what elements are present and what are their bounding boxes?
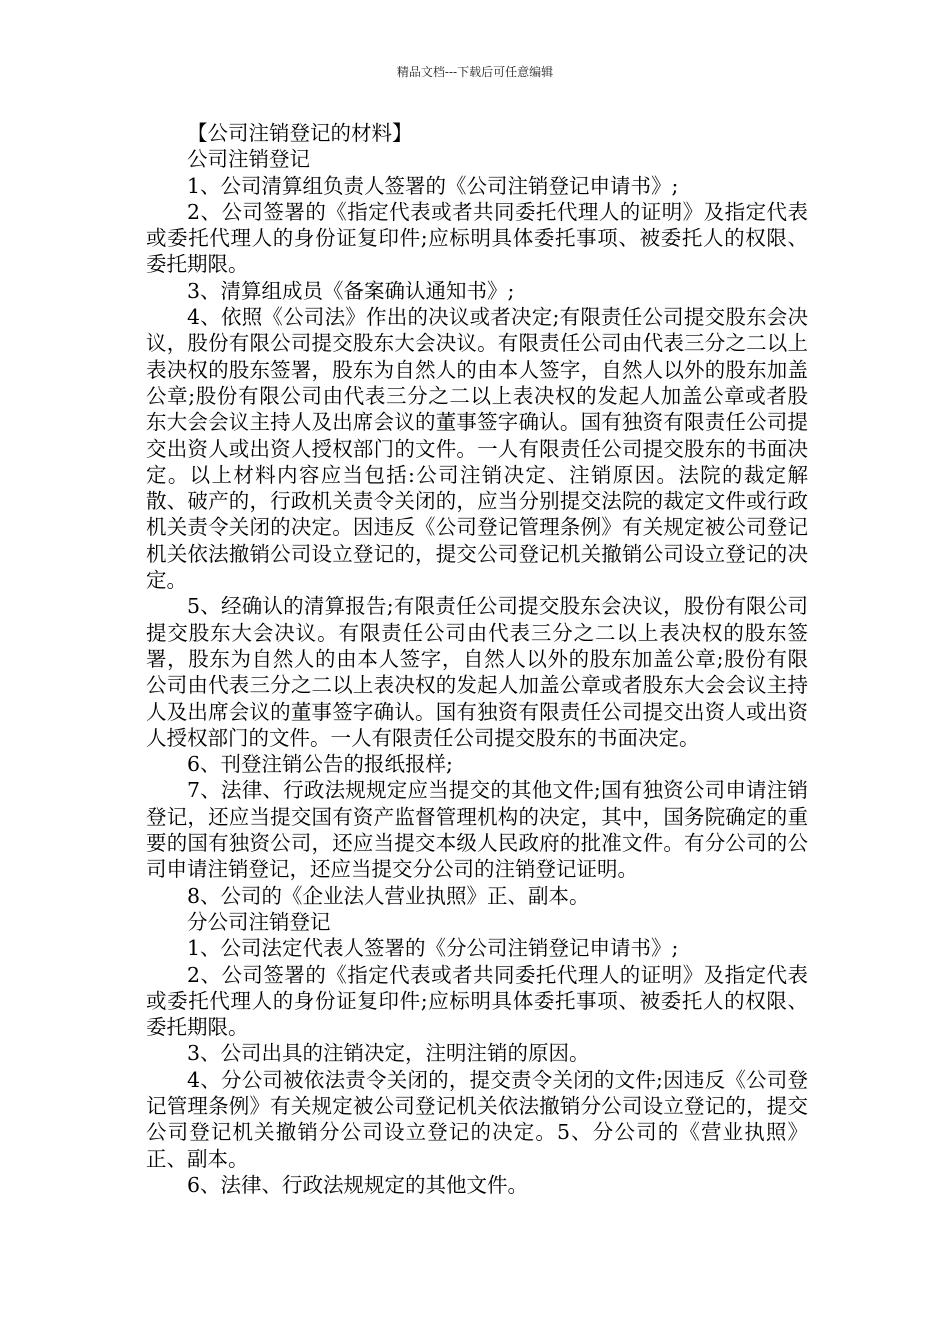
branch-section-title: 分公司注销登记: [187, 909, 331, 934]
company-item-2: 2、公司签署的《指定代表或者共同委托代理人的证明》及指定代表或委托代理人的身份证复印件;应标明具体委托事项、被委托人的权限、委托期限。: [146, 199, 808, 277]
branch-item-4: 4、分公司被依法责令关闭的，提交责令关闭的文件;因违反《公司登记管理条例》有关规定被公司登记机关依法撤销分公司设立登记的，提交公司登记机关撤销分公司设立登记的决定。5、分公司的《营业执照》正、副本。: [146, 1067, 808, 1171]
company-item-4: 4、依照《公司法》作出的决议或者决定;有限责任公司提交股东会决议，股份有限公司提交股东大会决议。有限责任公司由代表三分之二以上表决权的股东签署，股东为自然人的由本人签字，自然人以外的股东加盖公章;股份有限公司由代表三分之二以上表决权的发起人加盖公章或者股东大会会议主持人及出席会议的董事签字确认。国有独资有限责任公司提交出资人或出资人授权部门的文件。一人有限责任公司提交股东的书面决定。以上材料内容应当包括:公司注销决定、注销原因。法院的裁定解散、破产的，行政机关责令关闭的，应当分别提交法院的裁定文件或行政机关责令关闭的决定。因违反《公司登记管理条例》有关规定被公司登记机关依法撤销公司设立登记的，提交公司登记机关撤销公司设立登记的决定。: [146, 305, 808, 593]
company-item-3: 3、清算组成员《备案确认通知书》;: [187, 278, 515, 303]
company-item-6: 6、刊登注销公告的报纸报样;: [187, 752, 453, 777]
company-item-8: 8、公司的《企业法人营业执照》正、副本。: [187, 883, 590, 908]
document-body: [146, 120, 808, 1198]
branch-item-2: 2、公司签署的《指定代表或者共同委托代理人的证明》及指定代表或委托代理人的身份证复印件;应标明具体委托事项、被委托人的权限、委托期限。: [146, 962, 808, 1040]
page-header: 精品文档---下载后可任意编辑: [396, 65, 554, 79]
branch-item-1: 1、公司法定代表人签署的《分公司注销登记申请书》;: [187, 936, 679, 961]
company-item-7: 7、法律、行政法规规定应当提交的其他文件;国有独资公司申请注销登记，还应当提交国有资产监督管理机构的决定，其中，国务院确定的重要的国有独资公司，还应当提交本级人民政府的批准文件。有分公司的公司申请注销登记，还应当提交分公司的注销登记证明。: [146, 778, 808, 882]
branch-item-3: 3、公司出具的注销决定，注明注销的原因。: [187, 1041, 590, 1066]
company-item-1: 1、公司清算组负责人签署的《公司注销登记申请书》;: [187, 173, 679, 198]
document-heading: 【公司注销登记的材料】: [187, 121, 413, 145]
company-section-title: 公司注销登记: [187, 147, 310, 172]
company-item-5: 5、经确认的清算报告;有限责任公司提交股东会决议，股份有限公司提交股东大会决议。有限责任公司由代表三分之二以上表决权的股东签署，股东为自然人的由本人签字，自然人以外的股东加盖公章;股份有限公司由代表三分之二以上表决权的发起人加盖公章或者股东大会会议主持人及出席会议的董事签字确认。国有独资有限责任公司提交出资人或出资人授权部门的文件。一人有限责任公司提交股东的书面决定。: [146, 594, 808, 750]
branch-item-6: 6、法律、行政法规规定的其他文件。: [187, 1172, 529, 1197]
